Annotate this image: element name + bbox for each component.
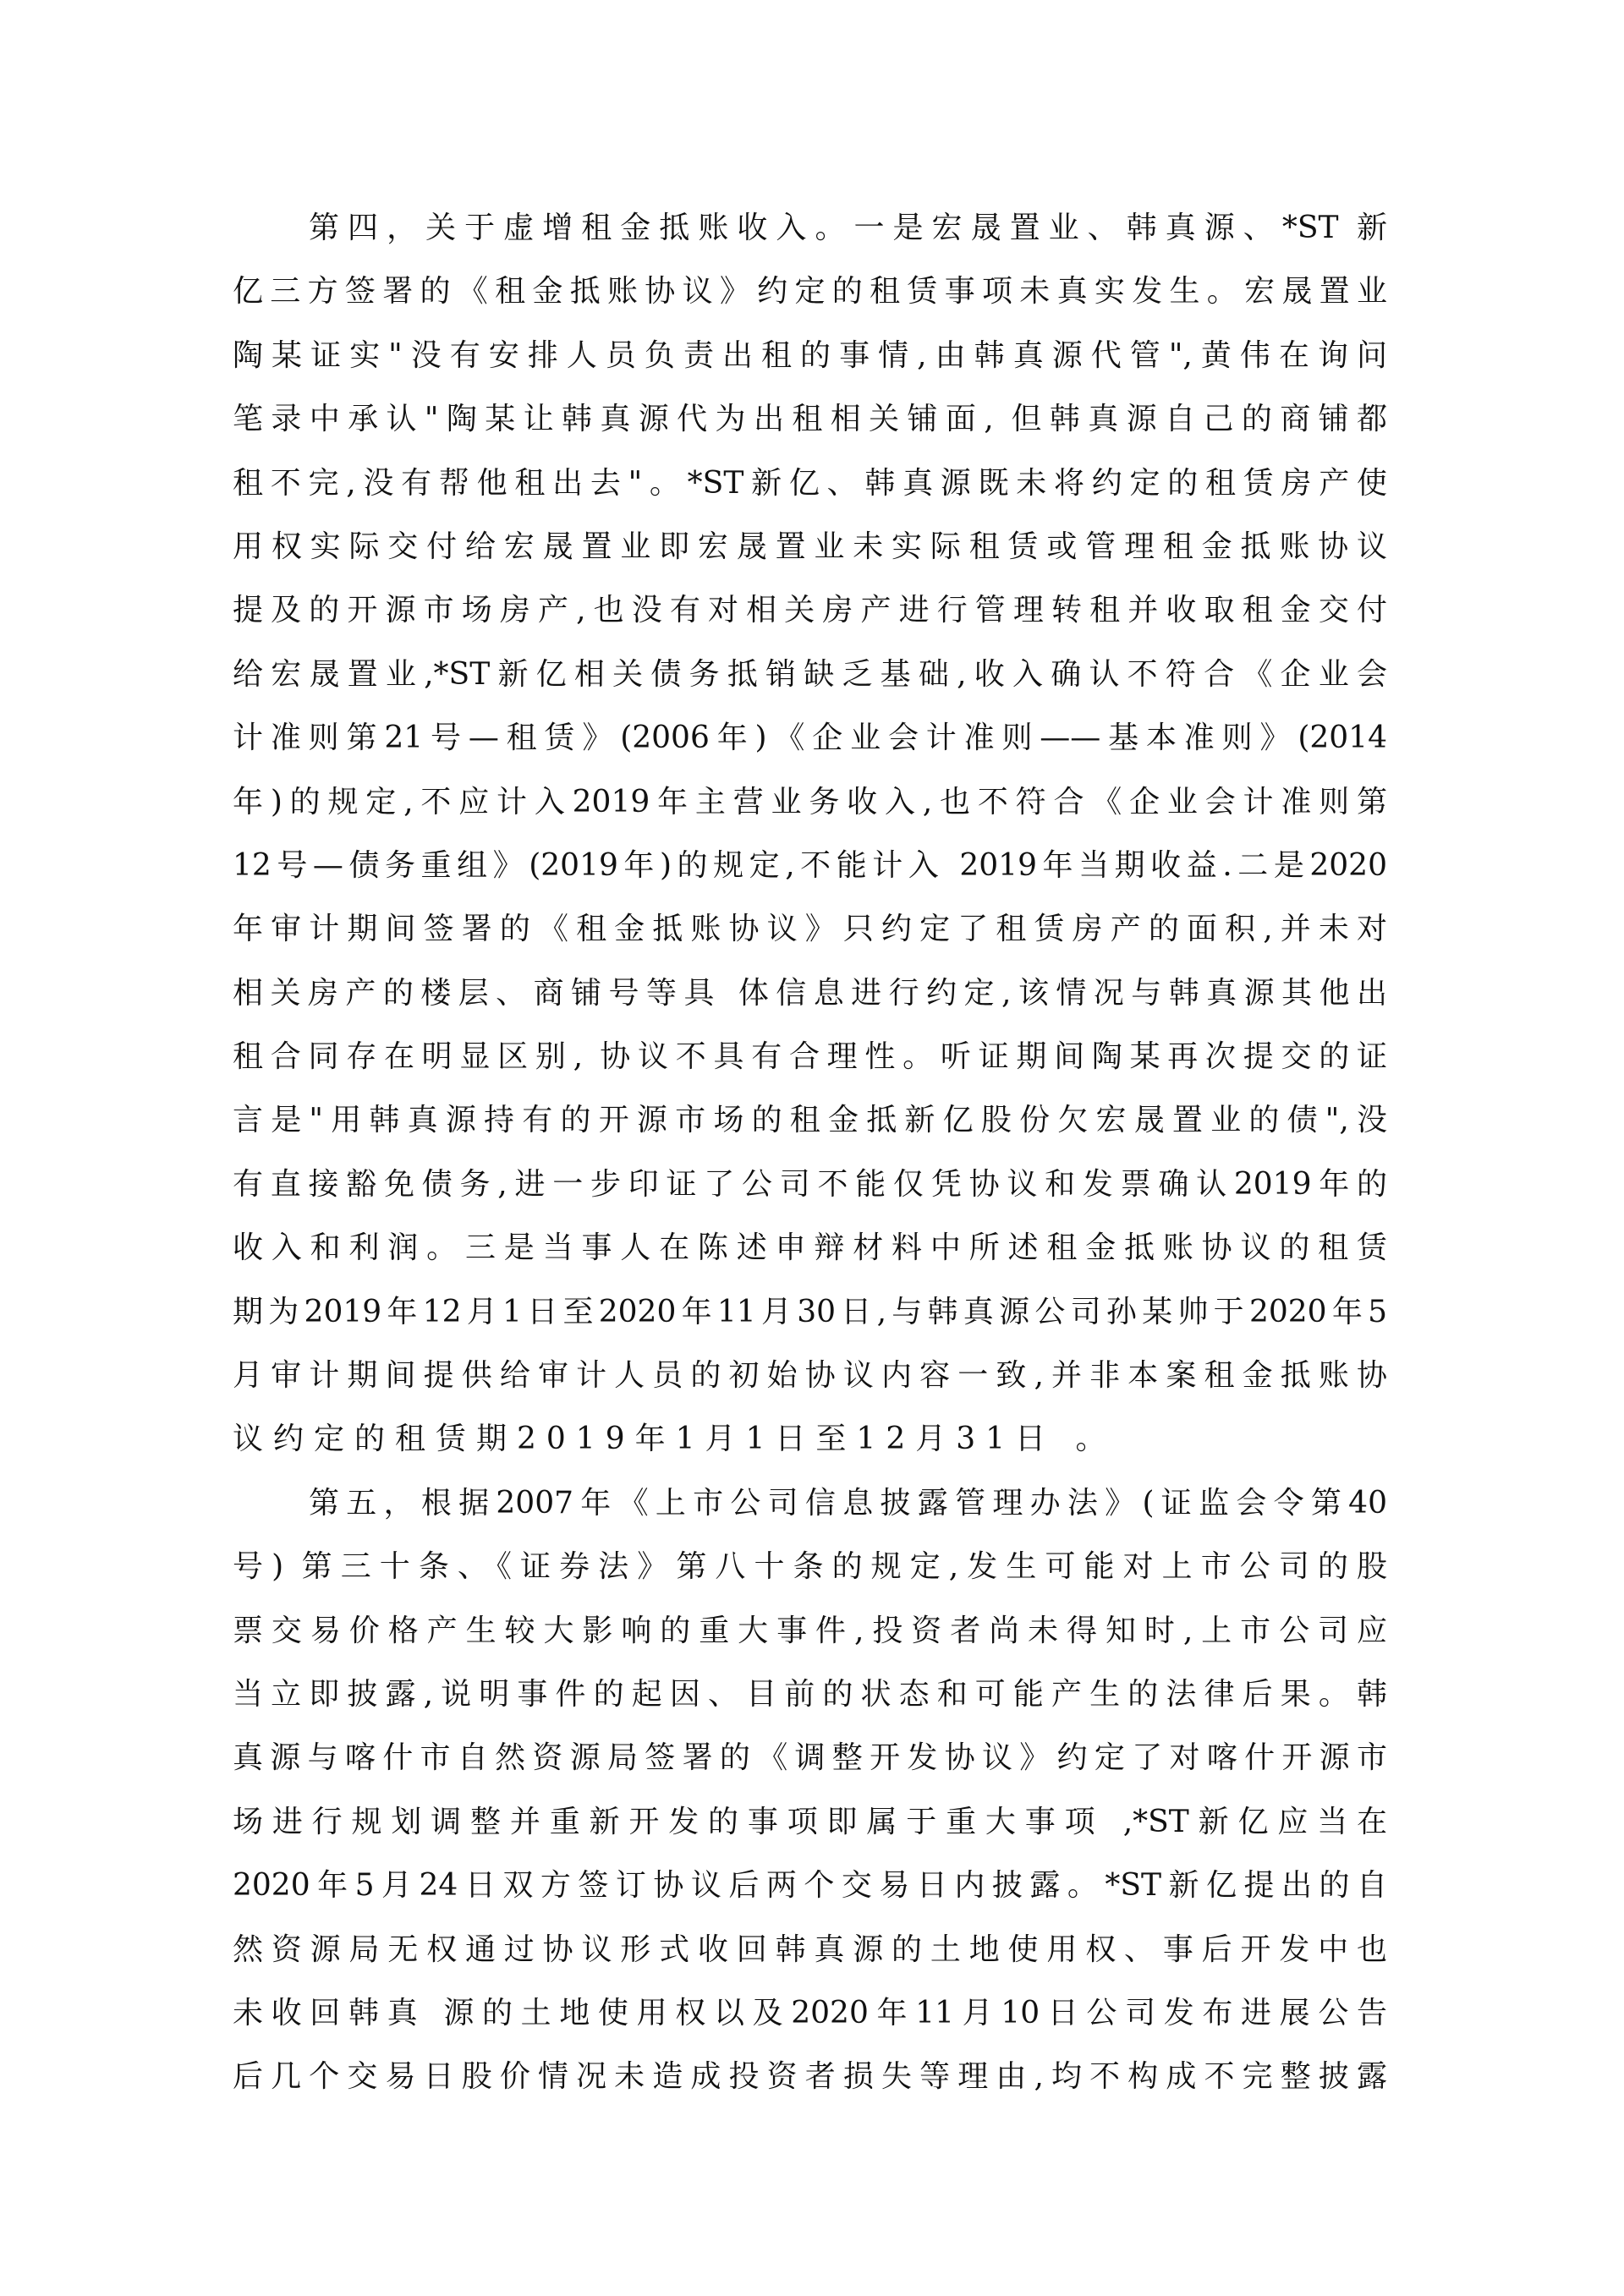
text-line: 亿三方签署的《租金抵账协议》约定的租赁事项未真实发生。宏晟置业	[233, 274, 1387, 310]
text-line: 给宏晟置业,*ST新亿相关债务抵销缺乏基础,收入确认不符合《企业会	[233, 656, 1387, 692]
text-line: 2020年5月24日双方签订协议后两个交易日内披露。*ST新亿提出的自	[233, 1868, 1387, 1904]
text-line: 言是"用韩真源持有的开源市场的租金抵新亿股份欠宏晟置业的债",没	[233, 1103, 1387, 1138]
text-line: 相关房产的楼层、商铺号等具 体信息进行约定,该情况与韩真源其他出	[233, 975, 1387, 1011]
text-line: 场进行规划调整并重新开发的事项即属于重大事项 ,*ST新亿应当在	[233, 1804, 1387, 1839]
text-line: 第五，根据2007年《上市公司信息披露管理办法》(证监会令第40	[309, 1485, 1387, 1521]
text-line: 然资源局无权通过协议形式收回韩真源的土地使用权、事后开发中也	[233, 1932, 1387, 1967]
text-line: 12号—债务重组》(2019年)的规定,不能计入 2019年当期收益.二是2020	[233, 847, 1387, 883]
text-line: 年审计期间签署的《租金抵账协议》只约定了租赁房产的面积,并未对	[233, 912, 1387, 947]
text-line: 号) 第三十条、《证券法》第八十条的规定,发生可能对上市公司的股	[233, 1549, 1387, 1585]
document-page	[233, 196, 1387, 2109]
text-line: 陶某证实"没有安排人员负责出租的事情,由韩真源代管",黄伟在询问	[233, 337, 1387, 373]
text-line: 月审计期间提供给审计人员的初始协议内容一致,并非本案租金抵账协	[233, 1358, 1387, 1394]
text-line: 笔录中承认"陶某让韩真源代为出租相关铺面, 但韩真源自己的商铺都	[233, 402, 1387, 437]
text-line: 用权实际交付给宏晟置业即宏晟置业未实际租赁或管理租金抵账协议	[233, 529, 1387, 564]
text-line: 租合同存在明显区别, 协议不具有合理性。听证期间陶某再次提交的证	[233, 1039, 1387, 1075]
text-line: 租不完,没有帮他租出去"。*ST新亿、韩真源既未将约定的租赁房产使	[233, 465, 1387, 501]
text-line: 票交易价格产生较大影响的重大事件,投资者尚未得知时,上市公司应	[233, 1613, 1387, 1648]
text-line: 第四，关于虚增租金抵账收入。一是宏晟置业、韩真源、*ST 新	[309, 211, 1387, 245]
text-line: 当立即披露,说明事件的起因、目前的状态和可能产生的法律后果。韩	[233, 1676, 1387, 1712]
text-line: 提及的开源市场房产,也没有对相关房产进行管理转租并收取租金交付	[233, 593, 1387, 628]
paragraph-fifth-point	[233, 1471, 1387, 2109]
text-line: 计准则第21号—租赁》(2006年)《企业会计准则——基本准则》(2014	[233, 721, 1387, 756]
text-line: 期为2019年12月1日至2020年11月30日,与韩真源公司孙某帅于2020年5	[233, 1294, 1387, 1329]
text-line: 后几个交易日股价情况未造成投资者损失等理由,均不构成不完整披露	[233, 2059, 1387, 2095]
paragraph-fourth-point	[233, 196, 1387, 1471]
text-line: 收入和利润。三是当事人在陈述申辩材料中所述租金抵账协议的租赁	[233, 1230, 1387, 1266]
text-line: 议约定的租赁期2019年1月1日至12月31日 。	[233, 1422, 1116, 1457]
text-line: 年)的规定,不应计入2019年主营业务收入,也不符合《企业会计准则第	[233, 784, 1387, 819]
text-line: 真源与喀什市自然资源局签署的《调整开发协议》约定了对喀什开源市	[233, 1740, 1387, 1776]
text-line: 未收回韩真 源的土地使用权以及2020年11月10日公司发布进展公告	[233, 1995, 1387, 2030]
text-line: 有直接豁免债务,进一步印证了公司不能仅凭协议和发票确认2019年的	[233, 1166, 1387, 1202]
